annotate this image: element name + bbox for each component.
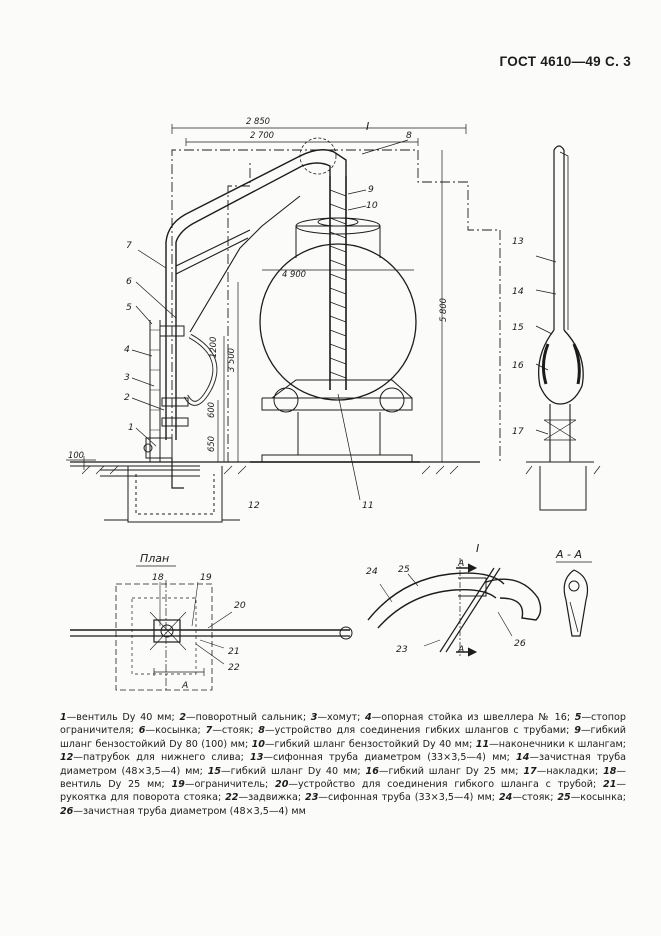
- legend-item: 14—зачистная труба диаметром (48×3,5—4) мм;: [60, 752, 627, 777]
- callout-24: 24: [366, 566, 378, 577]
- figure-legend: [60, 711, 626, 818]
- callout-17: 17: [512, 426, 524, 437]
- callout-22: 22: [228, 662, 240, 673]
- legend-item: 1—вентиль Dу 40 мм;: [60, 712, 180, 723]
- side-view: [526, 146, 600, 510]
- legend-item: 9—гибкий шланг бензостойкий Dу 80 (100) мм;: [60, 725, 627, 750]
- callout-12: 12: [248, 500, 260, 511]
- legend-item: 15—гибкий шланг Dу 40 мм;: [207, 765, 366, 777]
- plan-view: [70, 566, 352, 690]
- detail-letter-top: А: [458, 558, 465, 569]
- callout-18: 18: [152, 572, 164, 583]
- legend-item: 8—устройство для соединения гибких шлангов с трубами;: [258, 725, 575, 737]
- legend-item: 5—стопор ограничителя;: [60, 712, 626, 737]
- callout-6: 6: [126, 276, 132, 287]
- dim-pipe-height: 3 500: [226, 348, 236, 372]
- callout-7: 7: [126, 240, 132, 251]
- callout-23: 23: [396, 644, 408, 655]
- legend-item: 21—рукоятка для поворота стояка;: [60, 779, 626, 804]
- plan-title: План: [140, 552, 170, 565]
- main-elevation: [66, 124, 500, 522]
- dim-middle-segment: 600: [206, 402, 216, 418]
- callout-11: 11: [362, 500, 374, 511]
- legend-item: 11—наконечники к шлангам;: [475, 738, 626, 750]
- callout-1: 1: [128, 422, 134, 433]
- legend-item: 16—гибкий шланг Dу 25 мм;: [365, 765, 524, 777]
- callout-21: 21: [228, 646, 240, 657]
- callout-4: 4: [124, 344, 130, 355]
- legend-item: 26—зачистная труба диаметром (48×3,5—4) мм: [60, 805, 306, 817]
- legend-item: 24—стояк;: [498, 792, 558, 804]
- dim-upper-segment: 1200: [208, 336, 218, 358]
- legend-item: 17—накладки;: [523, 765, 604, 777]
- callout-5: 5: [126, 302, 132, 313]
- callout-14: 14: [512, 286, 524, 297]
- page-header: ГОСТ 4610—49 С. 3: [499, 54, 631, 69]
- legend-item: 13—сифонная труба диаметром (33×3,5—4) мм;: [250, 752, 517, 764]
- legend-item: 3—хомут;: [310, 712, 365, 723]
- legend-item: 25—косынка;: [557, 792, 626, 804]
- dim-total-height: 5 800: [438, 298, 448, 322]
- legend-item: 2—поворотный сальник;: [179, 712, 311, 723]
- legend-item: 6—косынка;: [138, 725, 206, 737]
- section-marker-detail: I: [476, 542, 480, 555]
- callout-19: 19: [200, 572, 212, 583]
- legend-item: 10—гибкий шланг бензостойкий Dу 40 мм;: [251, 738, 476, 750]
- legend-item: 20—устройство для соединения гибкого шланга с трубой;: [275, 779, 604, 791]
- legend-item: 4—опорная стойка из швеллера № 16;: [364, 712, 575, 723]
- section-title: А - А: [556, 548, 583, 561]
- dim-tank-diameter: 4 900: [282, 269, 306, 279]
- callout-8: 8: [406, 130, 412, 141]
- callout-3: 3: [124, 372, 130, 383]
- section-marker-main: I: [366, 120, 370, 133]
- detail-letter-bottom: А: [458, 644, 465, 655]
- legend-item: 19—ограничитель;: [171, 779, 276, 791]
- plan-section-letter: А: [182, 680, 189, 691]
- callout-15: 15: [512, 322, 524, 333]
- legend-item: 23—сифонная труба (33×3,5—4) мм;: [305, 792, 499, 804]
- section-view: [556, 562, 592, 636]
- dim-width-overall: 2 850: [246, 116, 270, 126]
- dim-lower-segment: 650: [206, 436, 216, 452]
- callout-16: 16: [512, 360, 524, 371]
- callout-10: 10: [366, 200, 378, 211]
- dim-width-inner: 2 700: [250, 130, 274, 140]
- legend-item: 18—вентиль Dу 25 мм;: [60, 765, 627, 791]
- callout-25: 25: [398, 564, 410, 575]
- legend-item: 12—патрубок для нижнего слива;: [60, 752, 251, 764]
- callout-13: 13: [512, 236, 524, 247]
- dim-ground-height: 100: [68, 450, 84, 460]
- callout-9: 9: [368, 184, 374, 195]
- legend-item: 7—стояк;: [205, 725, 259, 737]
- legend-item: 22—задвижка;: [225, 792, 306, 804]
- callout-20: 20: [234, 600, 246, 611]
- callout-26: 26: [514, 638, 526, 649]
- callout-2: 2: [124, 392, 130, 403]
